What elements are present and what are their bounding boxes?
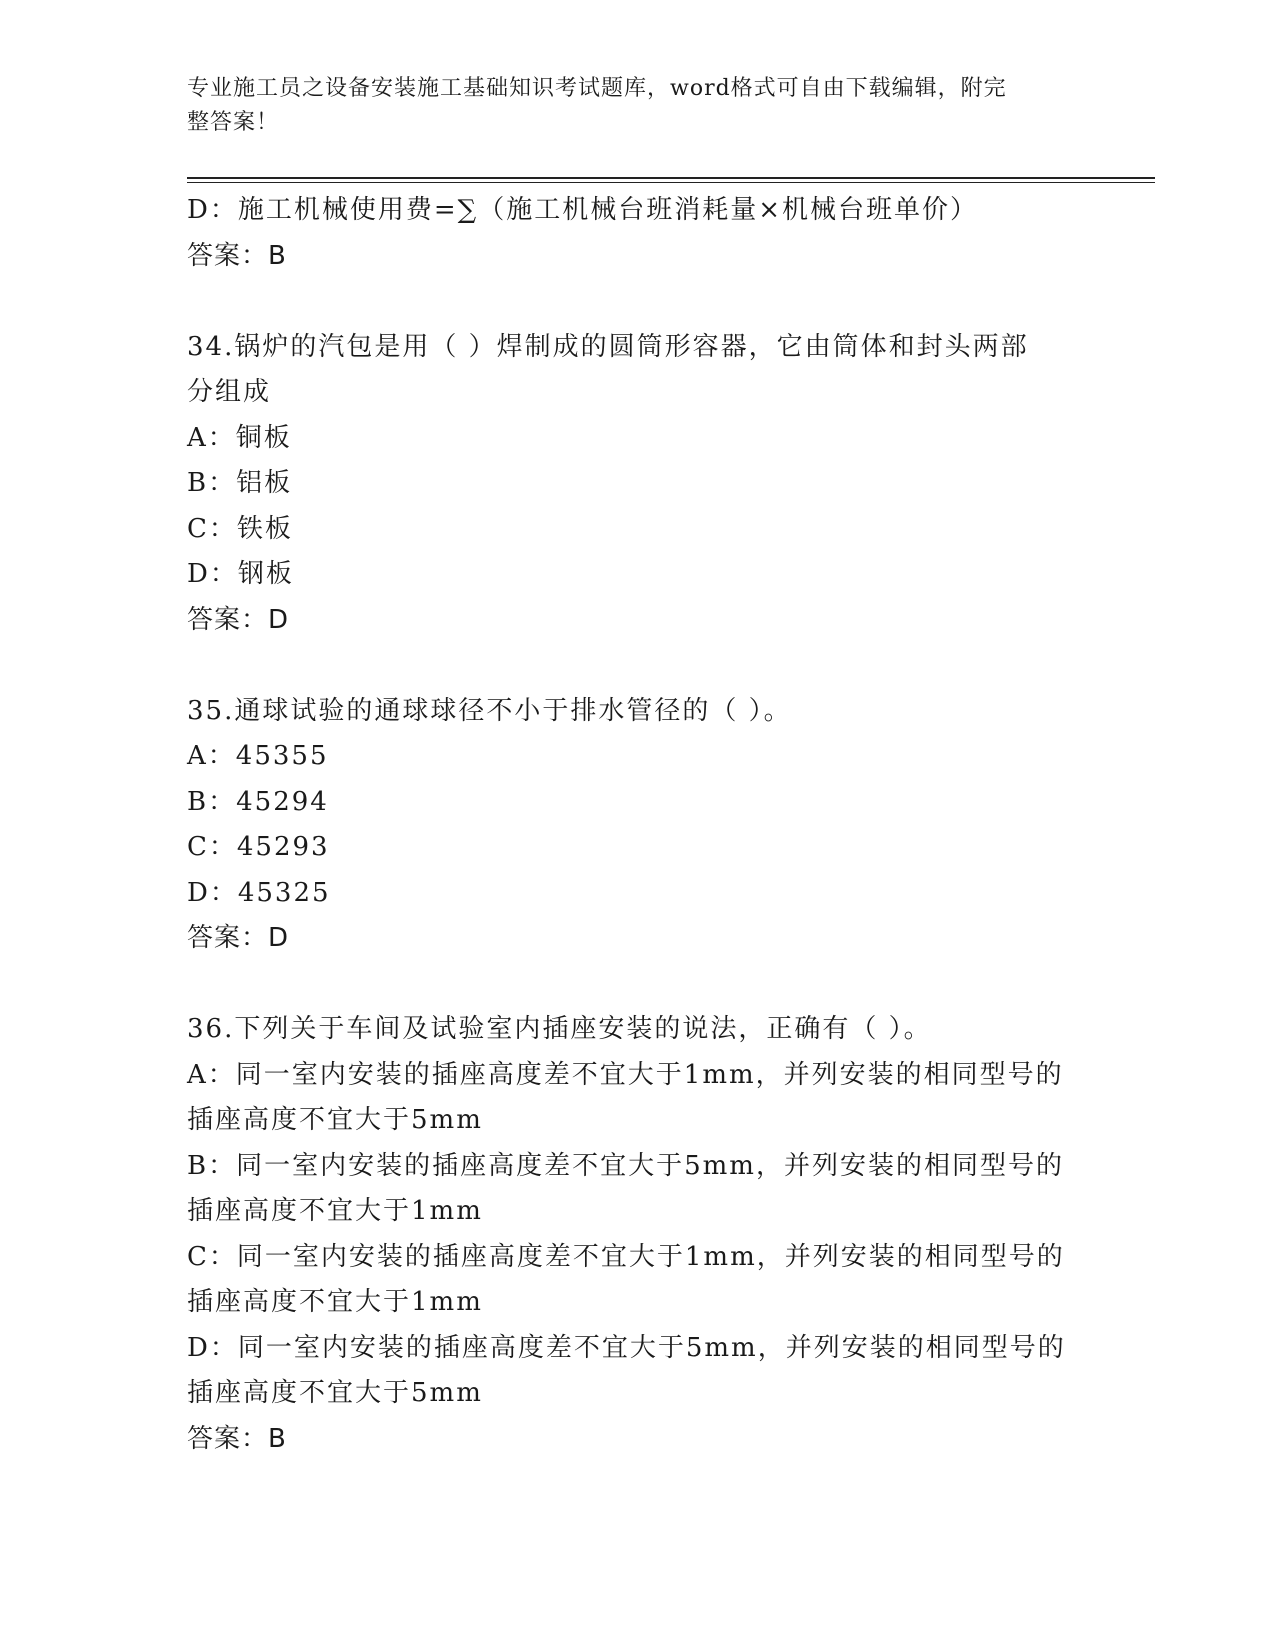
- q34-option-d: D：钢板: [187, 559, 294, 589]
- q36-option-d-line-1: D：同一室内安装的插座高度差不宜大于5mm，并列安装的相同型号的: [187, 1332, 1066, 1363]
- q36-option-b-line-2: 插座高度不宜大于1mm: [187, 1196, 483, 1226]
- question-36: [187, 1007, 1067, 1462]
- q36-answer: 答案：B: [187, 1423, 287, 1454]
- question-list: [187, 188, 1067, 1462]
- q36-option-b-line-1: B：同一室内安装的插座高度差不宜大于5mm，并列安装的相同型号的: [187, 1150, 1064, 1181]
- header-divider-thick: [187, 177, 1155, 179]
- q35-option-b: B：45294: [187, 786, 329, 817]
- q35-option-c: C：45293: [187, 832, 330, 862]
- q34-stem-line-2: 分组成: [187, 377, 272, 407]
- header-line-1: 专业施工员之设备安装施工基础知识考试题库，word格式可自由下载编辑，附完: [187, 76, 1007, 101]
- q35-option-a: A：45355: [187, 741, 329, 771]
- spacer: [187, 962, 1067, 1008]
- q35-stem: 35.通球试验的通球球径不小于排水管径的（ ）。: [187, 695, 792, 726]
- q34-stem-line-1: 34.锅炉的汽包是用（ ）焊制成的圆筒形容器，它由筒体和封头两部: [187, 331, 1029, 362]
- q36-option-d-line-2: 插座高度不宜大于5mm: [187, 1378, 483, 1408]
- q35-option-d: D：45325: [187, 877, 331, 908]
- q36-option-a-line-1: A：同一室内安装的插座高度差不宜大于1mm，并列安装的相同型号的: [187, 1059, 1064, 1090]
- prev-option-d: D：施工机械使用费=∑（施工机械台班消耗量×机械台班单价）: [187, 195, 978, 225]
- q34-option-b: B：铝板: [187, 468, 293, 498]
- q36-option-c-line-2: 插座高度不宜大于1mm: [187, 1287, 483, 1317]
- q34-option-c: C：铁板: [187, 513, 293, 544]
- q36-stem: 36.下列关于车间及试验室内插座安装的说法，正确有（ ）。: [187, 1014, 932, 1044]
- document-header: [187, 72, 1067, 140]
- header-divider-thin: [187, 182, 1155, 183]
- question-34: [187, 325, 1067, 644]
- spacer: [187, 279, 1067, 325]
- question-35: [187, 689, 1067, 962]
- prev-answer: 答案：B: [187, 240, 287, 271]
- q36-option-a-line-2: 插座高度不宜大于5mm: [187, 1105, 483, 1135]
- q34-option-a: A：铜板: [187, 422, 292, 453]
- q34-answer: 答案：D: [187, 604, 290, 635]
- q35-answer: 答案：D: [187, 923, 290, 953]
- header-line-2: 整答案！: [187, 110, 280, 135]
- spacer: [187, 643, 1067, 689]
- q36-option-c-line-1: C：同一室内安装的插座高度差不宜大于1mm，并列安装的相同型号的: [187, 1241, 1065, 1272]
